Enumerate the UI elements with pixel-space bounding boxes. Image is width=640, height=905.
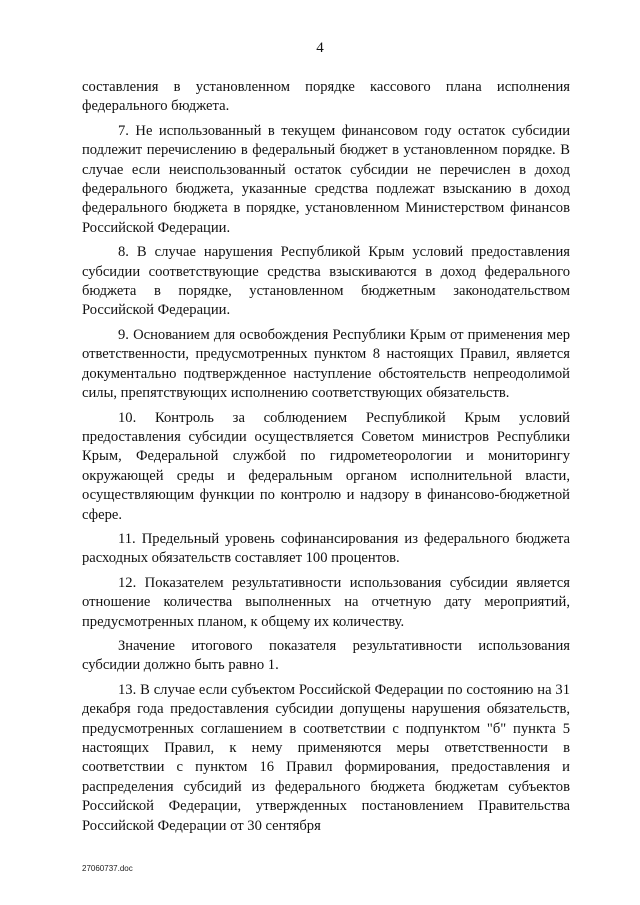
- document-body: [82, 78, 570, 836]
- paragraph-13: 13. В случае если субъектом Российской Федерации по состоянию на 31 декабря года предоставления субсидии допущены нарушения обязательств, предусмотренных соглашением в соответствии с подпунктом "б" пункта 5 настоящих Правил, к нему применяются меры ответственности в соответствии с пунктом 16 Правил формирования, предоставления и распределения субсидий из федерального бюджета бюджетам субъектов Российской Федерации, утвержденных постановлением Правительства Российской Федерации от 30 сентября: [82, 681, 570, 834]
- paragraph-continuation: составления в установленном порядке кассового плана исполнения федерального бюджета.: [82, 79, 570, 115]
- paragraph-11: 11. Предельный уровень софинансирования из федерального бюджета расходных обязательств составляет 100 процентов.: [82, 530, 570, 567]
- paragraph-9: 9. Основанием для освобождения Республики Крым от применения мер ответственности, предусмотренных пунктом 8 настоящих Правил, является документально подтвержденное наступление обстоятельств непреодолимой силы, препятствующих исполнению соответствующих обязательств.: [82, 326, 570, 402]
- paragraph-12: 12. Показателем результативности использования субсидии является отношение количества выполненных на отчетную дату мероприятий, предусмотренных планом, к общему их количеству.: [82, 574, 570, 630]
- footer-filename: 27060737.doc: [82, 864, 133, 873]
- paragraph-10: 10. Контроль за соблюдением Республикой Крым условий предоставления субсидии осуществляется Советом министров Республики Крым, Федеральной службой по гидрометеорологии и мониторингу окружающей среды и федеральным органом исполнительной власти, осуществляющим функции по контролю и надзору в финансово-бюджетной сфере.: [82, 409, 570, 523]
- paragraph-8: 8. В случае нарушения Республикой Крым условий предоставления субсидии соответствующие средства взыскиваются в доход федерального бюджета в порядке, установленном бюджетным законодательством Российской Федерации.: [82, 244, 570, 319]
- paragraph-7: 7. Не использованный в текущем финансовом году остаток субсидии подлежит перечислению в федеральный бюджет в установленном порядке. В случае если неиспользованный остаток субсидии не перечислен в доход федерального бюджета, указанные средства подлежат взысканию в доход федерального бюджета в порядке, установленном Министерством финансов Российской Федерации.: [82, 122, 570, 236]
- page-number: 4: [316, 40, 324, 56]
- paragraph-12-value: Значение итогового показателя результативности использования субсидии должно быть равно 1.: [82, 637, 570, 674]
